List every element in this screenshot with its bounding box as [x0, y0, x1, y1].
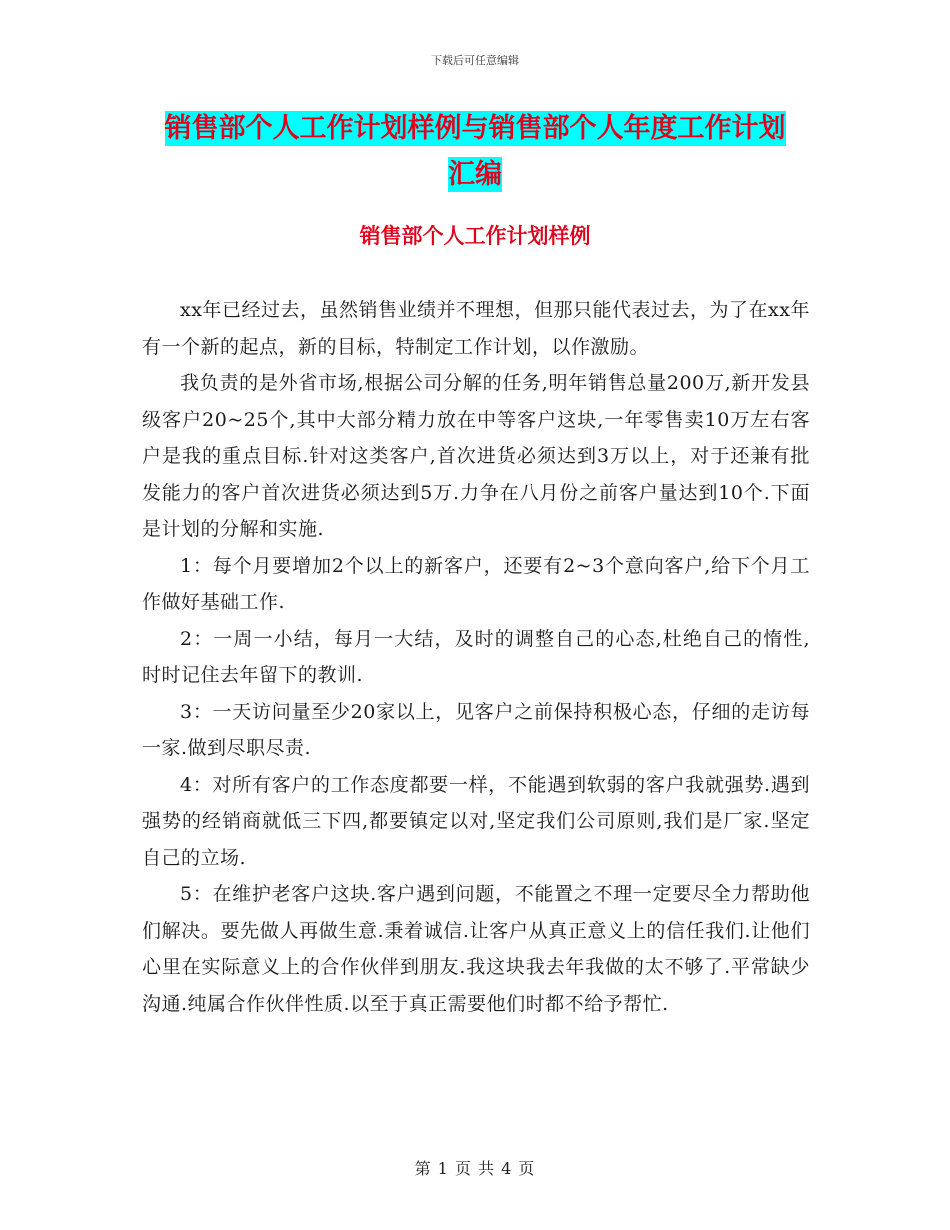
paragraph-responsibility: 我负责的是外省市场,根据公司分解的任务,明年销售总量200万,新开发县级客户20~25个,其中大部分精力放在中等客户这块,一年零售卖10万左右客户是我的重点目标.针对这类客户,首次进货必须达到3万以上，对于还兼有批发能力的客户首次进货必须达到5万.力争在八月份之前客户量达到10个.下面是计划的分解和实施.	[142, 372, 810, 540]
document-title	[110, 106, 840, 198]
document-body	[142, 292, 810, 1022]
paragraph-item-2: 2：一周一小结，每月一大结，及时的调整自己的心态,杜绝自己的惰性,时时记住去年留下的教训.	[142, 627, 810, 686]
page-footer-number: 第 1 页 共 4 页	[414, 1159, 536, 1178]
paragraph-item-1: 1：每个月要增加2个以上的新客户，还要有2~3个意向客户,给下个月工作做好基础工作.	[142, 554, 810, 613]
paragraph-item-4: 4：对所有客户的工作态度都要一样，不能遇到软弱的客户我就强势.遇到强势的经销商就低三下四,都要镇定以对,坚定我们公司原则,我们是厂家.坚定自己的立场.	[142, 773, 810, 869]
document-title-line1: 销售部个人工作计划样例与销售部个人年度工作计划	[164, 113, 786, 144]
paragraph-intro: xx年已经过去，虽然销售业绩并不理想，但那只能代表过去，为了在xx年有一个新的起点，新的目标，特制定工作计划，以作激励。	[142, 299, 810, 358]
paragraph-item-5: 5：在维护老客户这块.客户遇到问题，不能置之不理一定要尽全力帮助他们解决。要先做人再做生意.秉着诚信.让客户从真正意义上的信任我们.让他们心里在实际意义上的合作伙伴到朋友.我这块我去年我做的太不够了.平常缺少沟通.纯属合作伙伴性质.以至于真正需要他们时都不给予帮忙.	[142, 883, 810, 1015]
page-header-note: 下载后可任意编辑	[431, 54, 519, 67]
section-title: 销售部个人工作计划样例	[359, 224, 591, 248]
paragraph-item-3: 3：一天访问量至少20家以上，见客户之前保持积极心态，仔细的走访每一家.做到尽职尽责.	[142, 700, 810, 759]
document-title-line2: 汇编	[448, 159, 502, 190]
